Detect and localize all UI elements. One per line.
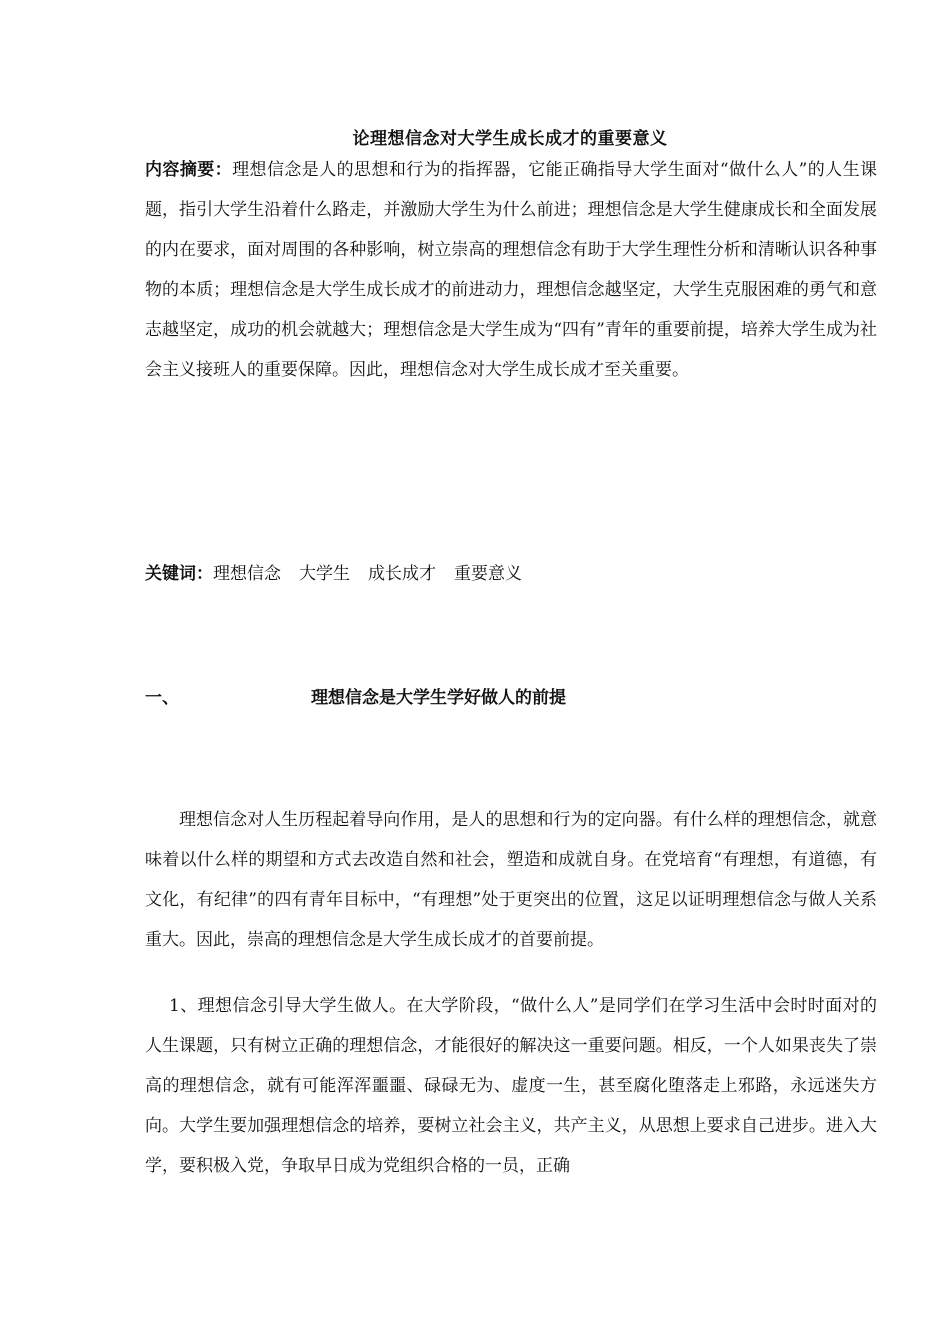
keyword-item: 大学生 — [299, 564, 350, 584]
abstract-paragraph — [145, 150, 877, 390]
keyword-item: 理想信念 — [213, 564, 281, 584]
abstract-label: 内容摘要： — [145, 160, 233, 180]
section-title: 理想信念是大学生学好做人的前提 — [311, 688, 566, 708]
document-title: 论理想信念对大学生成长成才的重要意义 — [352, 129, 668, 149]
abstract-text: 理想信念是人的思想和行为的指挥器，它能正确指导大学生面对“做什么人”的人生课题，指引大学生沿着什么路走，并激励大学生为什么前进；理想信念是大学生健康成长和全面发展的内在要求，面对周围的各种影响，树立崇高的理想信念有助于大学生理性分析和清晰认识各种事物的本质；理想信念是大学生成长成才的前进动力，理想信念越坚定，大学生克服困难的勇气和意志越坚定，成功的机会就越大；理想信念是大学生成为“四有”青年的重要前提，培养大学生成为社会主义接班人的重要保障。因此，理想信念对大学生成长成才至关重要。 — [145, 160, 878, 380]
body-paragraph: 理想信念对人生历程起着导向作用，是人的思想和行为的定向器。有什么样的理想信念，就意味着以什么样的期望和方式去改造自然和社会，塑造和成就自身。在党培育“有理想，有道德，有文化，有纪律”的四有青年目标中，“有理想”处于更突出的位置，这足以证明理想信念与做人关系重大。因此，崇高的理想信念是大学生成长成才的首要前提。 — [145, 810, 877, 950]
keyword-item: 重要意义 — [454, 564, 522, 584]
body-paragraph: 1、理想信念引导大学生做人。在大学阶段，“做什么人”是同学们在学习生活中会时时面对的人生课题，只有树立正确的理想信念，才能很好的解决这一重要问题。相反，一个人如果丧失了崇高的理想信念，就有可能浑浑噩噩、碌碌无为、虚度一生，甚至腐化堕落走上邪路，永远迷失方向。大学生要加强理想信念的培养，要树立社会主义，共产主义，从思想上要求自己进步。进入大学，要积极入党，争取早日成为党组织合格的一员，正确 — [145, 996, 877, 1176]
section-number: 一、 — [145, 688, 179, 708]
keywords-line — [145, 554, 877, 594]
keyword-item: 成长成才 — [368, 564, 436, 584]
keywords-label: 关键词： — [145, 564, 213, 584]
